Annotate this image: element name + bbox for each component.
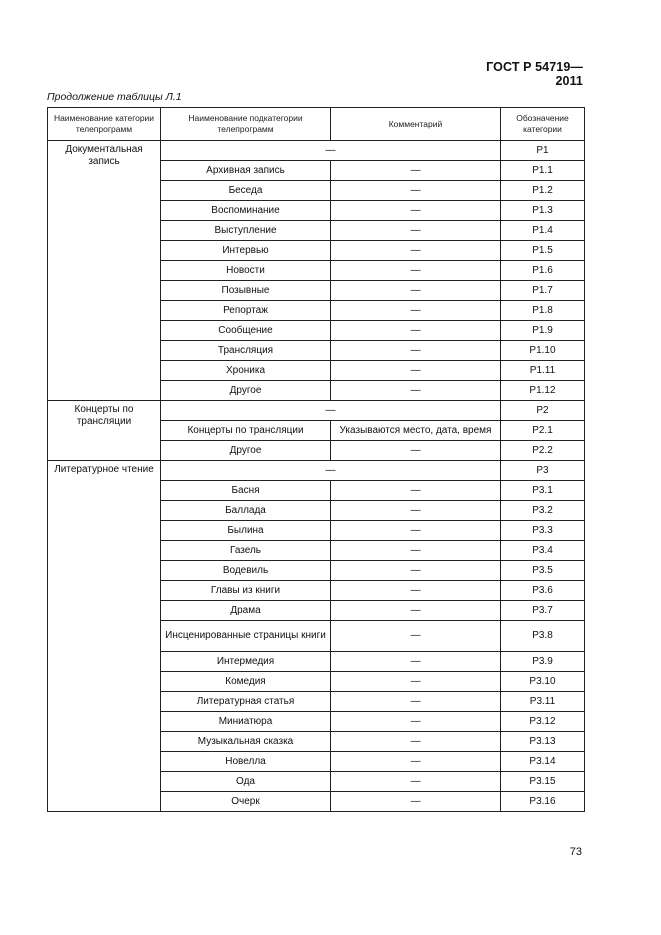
code-cell: P3.6 [501, 581, 585, 601]
comment-cell: — [331, 581, 501, 601]
code-cell: P2.2 [501, 441, 585, 461]
code-cell: P3.7 [501, 601, 585, 621]
comment-cell: — [331, 652, 501, 672]
group-code-cell: P3 [501, 461, 585, 481]
code-cell: P3.5 [501, 561, 585, 581]
subcategory-cell: Инсценированные страницы книги [161, 621, 331, 652]
code-cell: P1.3 [501, 201, 585, 221]
comment-cell: — [331, 161, 501, 181]
comment-cell: — [331, 301, 501, 321]
table-group-row [48, 401, 585, 421]
comment-cell: — [331, 541, 501, 561]
subcategory-cell: Другое [161, 441, 331, 461]
subcategory-cell: Выступление [161, 221, 331, 241]
group-code-cell: P1 [501, 141, 585, 161]
subcategory-cell: Главы из книги [161, 581, 331, 601]
column-header-subcategory: Наименование подкатегории телепрограмм [161, 108, 331, 141]
comment-cell: — [331, 561, 501, 581]
group-comment-cell: — [161, 461, 501, 481]
code-cell: P1.10 [501, 341, 585, 361]
subcategory-cell: Репортаж [161, 301, 331, 321]
comment-cell: — [331, 381, 501, 401]
subcategory-cell: Новости [161, 261, 331, 281]
code-cell: P2.1 [501, 421, 585, 441]
subcategory-cell: Интермедия [161, 652, 331, 672]
comment-cell: — [331, 752, 501, 772]
document-standard-number: ГОСТ Р 54719—2011 [486, 60, 583, 88]
comment-cell: — [331, 712, 501, 732]
column-header-category: Наименование категории телепрограмм [48, 108, 161, 141]
page-number: 73 [569, 846, 582, 858]
comment-cell: — [331, 772, 501, 792]
comment-cell: — [331, 201, 501, 221]
comment-cell: — [331, 321, 501, 341]
comment-cell: — [331, 281, 501, 301]
subcategory-cell: Архивная запись [161, 161, 331, 181]
code-cell: P3.13 [501, 732, 585, 752]
code-cell: P1.12 [501, 381, 585, 401]
subcategory-cell: Литературная статья [161, 692, 331, 712]
comment-cell: — [331, 441, 501, 461]
comment-cell: — [331, 501, 501, 521]
code-cell: P1.1 [501, 161, 585, 181]
subcategory-cell: Баллада [161, 501, 331, 521]
code-cell: P3.16 [501, 792, 585, 812]
table-group-row [48, 141, 585, 161]
subcategory-cell: Сообщение [161, 321, 331, 341]
code-cell: P1.8 [501, 301, 585, 321]
comment-cell: Указываются место, дата, время [331, 421, 501, 441]
subcategory-cell: Концерты по трансляции [161, 421, 331, 441]
comment-cell: — [331, 241, 501, 261]
code-cell: P3.11 [501, 692, 585, 712]
comment-cell: — [331, 601, 501, 621]
subcategory-cell: Комедия [161, 672, 331, 692]
category-table [47, 107, 585, 812]
table-header-row [48, 108, 585, 141]
subcategory-cell: Новелла [161, 752, 331, 772]
column-header-code: Обозначение категории [501, 108, 585, 141]
group-comment-cell: — [161, 141, 501, 161]
comment-cell: — [331, 792, 501, 812]
comment-cell: — [331, 692, 501, 712]
comment-cell: — [331, 361, 501, 381]
code-cell: P1.11 [501, 361, 585, 381]
category-cell: Литературное чтение [48, 461, 161, 812]
code-cell: P3.10 [501, 672, 585, 692]
subcategory-cell: Былина [161, 521, 331, 541]
subcategory-cell: Интервью [161, 241, 331, 261]
column-header-comment: Комментарий [331, 108, 501, 141]
subcategory-cell: Водевиль [161, 561, 331, 581]
code-cell: P1.5 [501, 241, 585, 261]
subcategory-cell: Ода [161, 772, 331, 792]
code-cell: P3.2 [501, 501, 585, 521]
comment-cell: — [331, 221, 501, 241]
table-caption: Продолжение таблицы Л.1 [47, 91, 182, 103]
subcategory-cell: Миниатюра [161, 712, 331, 732]
table-body [48, 141, 585, 812]
comment-cell: — [331, 621, 501, 652]
subcategory-cell: Воспоминание [161, 201, 331, 221]
group-comment-cell: — [161, 401, 501, 421]
category-cell: Концерты по трансляции [48, 401, 161, 461]
code-cell: P3.3 [501, 521, 585, 541]
subcategory-cell: Трансляция [161, 341, 331, 361]
category-cell: Документальная запись [48, 141, 161, 401]
subcategory-cell: Газель [161, 541, 331, 561]
code-cell: P3.15 [501, 772, 585, 792]
subcategory-cell: Позывные [161, 281, 331, 301]
code-cell: P1.4 [501, 221, 585, 241]
code-cell: P3.12 [501, 712, 585, 732]
code-cell: P3.1 [501, 481, 585, 501]
code-cell: P1.6 [501, 261, 585, 281]
comment-cell: — [331, 181, 501, 201]
comment-cell: — [331, 672, 501, 692]
group-code-cell: P2 [501, 401, 585, 421]
code-cell: P1.9 [501, 321, 585, 341]
code-cell: P1.7 [501, 281, 585, 301]
subcategory-cell: Музыкальная сказка [161, 732, 331, 752]
subcategory-cell: Очерк [161, 792, 331, 812]
code-cell: P3.8 [501, 621, 585, 652]
subcategory-cell: Басня [161, 481, 331, 501]
code-cell: P3.9 [501, 652, 585, 672]
table-group-row [48, 461, 585, 481]
comment-cell: — [331, 481, 501, 501]
subcategory-cell: Драма [161, 601, 331, 621]
code-cell: P1.2 [501, 181, 585, 201]
subcategory-cell: Хроника [161, 361, 331, 381]
subcategory-cell: Другое [161, 381, 331, 401]
comment-cell: — [331, 521, 501, 541]
subcategory-cell: Беседа [161, 181, 331, 201]
code-cell: P3.14 [501, 752, 585, 772]
code-cell: P3.4 [501, 541, 585, 561]
comment-cell: — [331, 732, 501, 752]
comment-cell: — [331, 341, 501, 361]
comment-cell: — [331, 261, 501, 281]
